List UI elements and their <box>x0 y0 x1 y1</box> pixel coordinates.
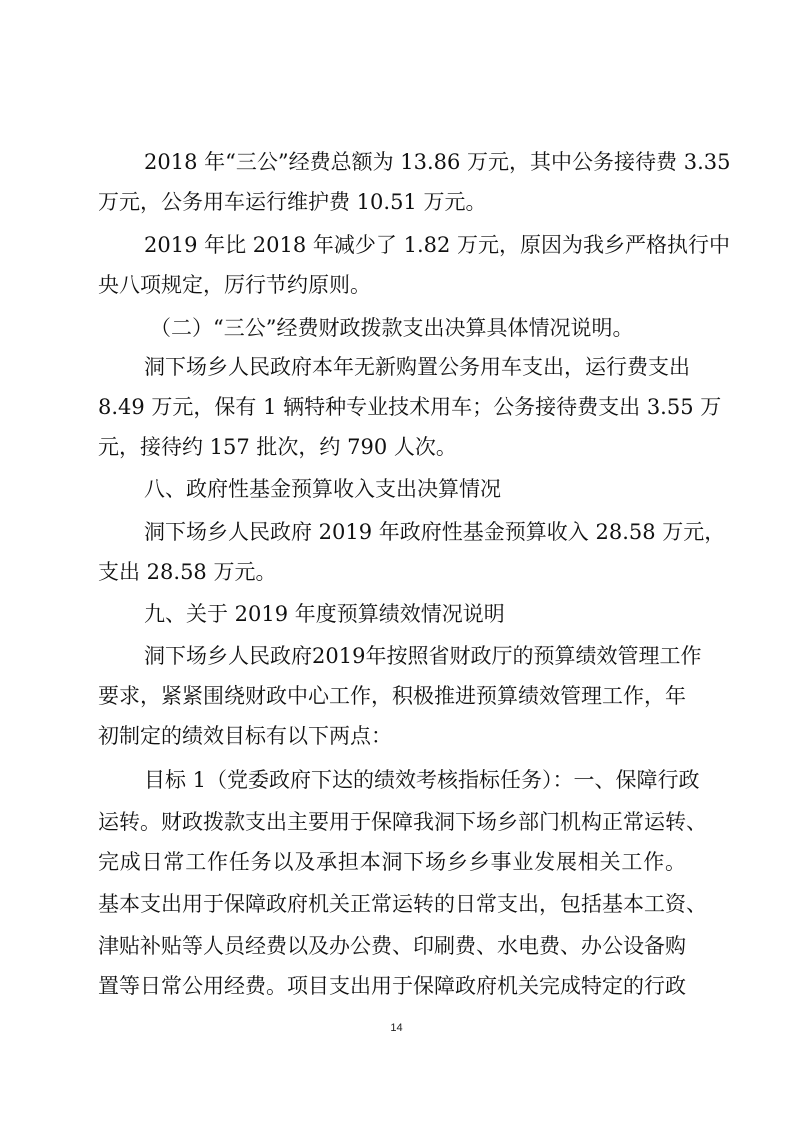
text-line: 初制定的绩效目标有以下两点： <box>98 724 392 748</box>
paragraph-line <box>0 182 793 222</box>
text-line: 万元，公务用车运行维护费 10.51 万元。 <box>98 190 487 214</box>
text-line: 洞下场乡人民政府本年无新购置公务用车支出，运行费支出 <box>144 355 690 379</box>
text-line: 2018 年“三公”经费总额为 13.86 万元，其中公务接待费 3.35 <box>144 150 731 174</box>
section-heading <box>0 469 793 509</box>
text-line: 置等日常公用经费。项目支出用于保障政府机关完成特定的行政 <box>98 974 686 998</box>
paragraph-line <box>0 676 793 716</box>
text-line: 洞下场乡人民政府2019年按照省财政厅的预算绩效管理工作 <box>144 644 702 668</box>
paragraph-line <box>0 225 793 265</box>
paragraph-line <box>0 760 793 800</box>
text-line: 基本支出用于保障政府机关正常运转的日常支出，包括基本工资、 <box>98 892 707 916</box>
text-line: 8.49 万元，保有 1 辆特种专业技术用车；公务接待费支出 3.55 万 <box>98 395 722 419</box>
paragraph-line <box>0 427 793 467</box>
text-line: 八、政府性基金预算收入支出决算情况 <box>144 477 501 501</box>
text-line: 九、关于 2019 年度预算绩效情况说明 <box>144 602 505 626</box>
text-line: 洞下场乡人民政府 2019 年政府性基金预算收入 28.58 万元， <box>144 520 726 544</box>
text-line: 央八项规定，厉行节约原则。 <box>98 273 371 297</box>
paragraph-line <box>0 926 793 966</box>
paragraph-line <box>0 512 793 552</box>
text-line: 津贴补贴等人员经费以及办公费、印刷费、水电费、办公设备购 <box>98 934 686 958</box>
paragraph-line <box>0 265 793 305</box>
paragraph-line <box>0 636 793 676</box>
text-line: 元，接待约 157 批次，约 790 人次。 <box>98 435 457 459</box>
paragraph-line <box>0 884 793 924</box>
paragraph-line <box>0 802 793 842</box>
page-number: 14 <box>390 1022 403 1034</box>
text-line: 完成日常工作任务以及承担本洞下场乡乡事业发展相关工作。 <box>98 850 686 874</box>
text-line: 目标 1（党委政府下达的绩效考核指标任务）：一、保障行政 <box>144 768 700 792</box>
paragraph-line <box>0 552 793 592</box>
section-heading <box>0 594 793 634</box>
paragraph-line <box>0 716 793 756</box>
text-line: 要求，紧紧围绕财政中心工作，积极推进预算绩效管理工作，年 <box>98 684 686 708</box>
paragraph-line <box>0 966 793 1006</box>
text-line: 支出 28.58 万元。 <box>98 560 277 584</box>
text-line: 2019 年比 2018 年减少了 1.82 万元，原因为我乡严格执行中 <box>144 233 731 257</box>
paragraph-line <box>0 347 793 387</box>
paragraph-line <box>0 387 793 427</box>
paragraph-line <box>0 142 793 182</box>
section-subheading <box>0 308 793 348</box>
paragraph-line <box>0 842 793 882</box>
text-line: 运转。财政拨款支出主要用于保障我洞下场乡部门机构正常运转、 <box>98 810 707 834</box>
text-line: （二）“三公”经费财政拨款支出决算具体情况说明。 <box>150 316 634 340</box>
